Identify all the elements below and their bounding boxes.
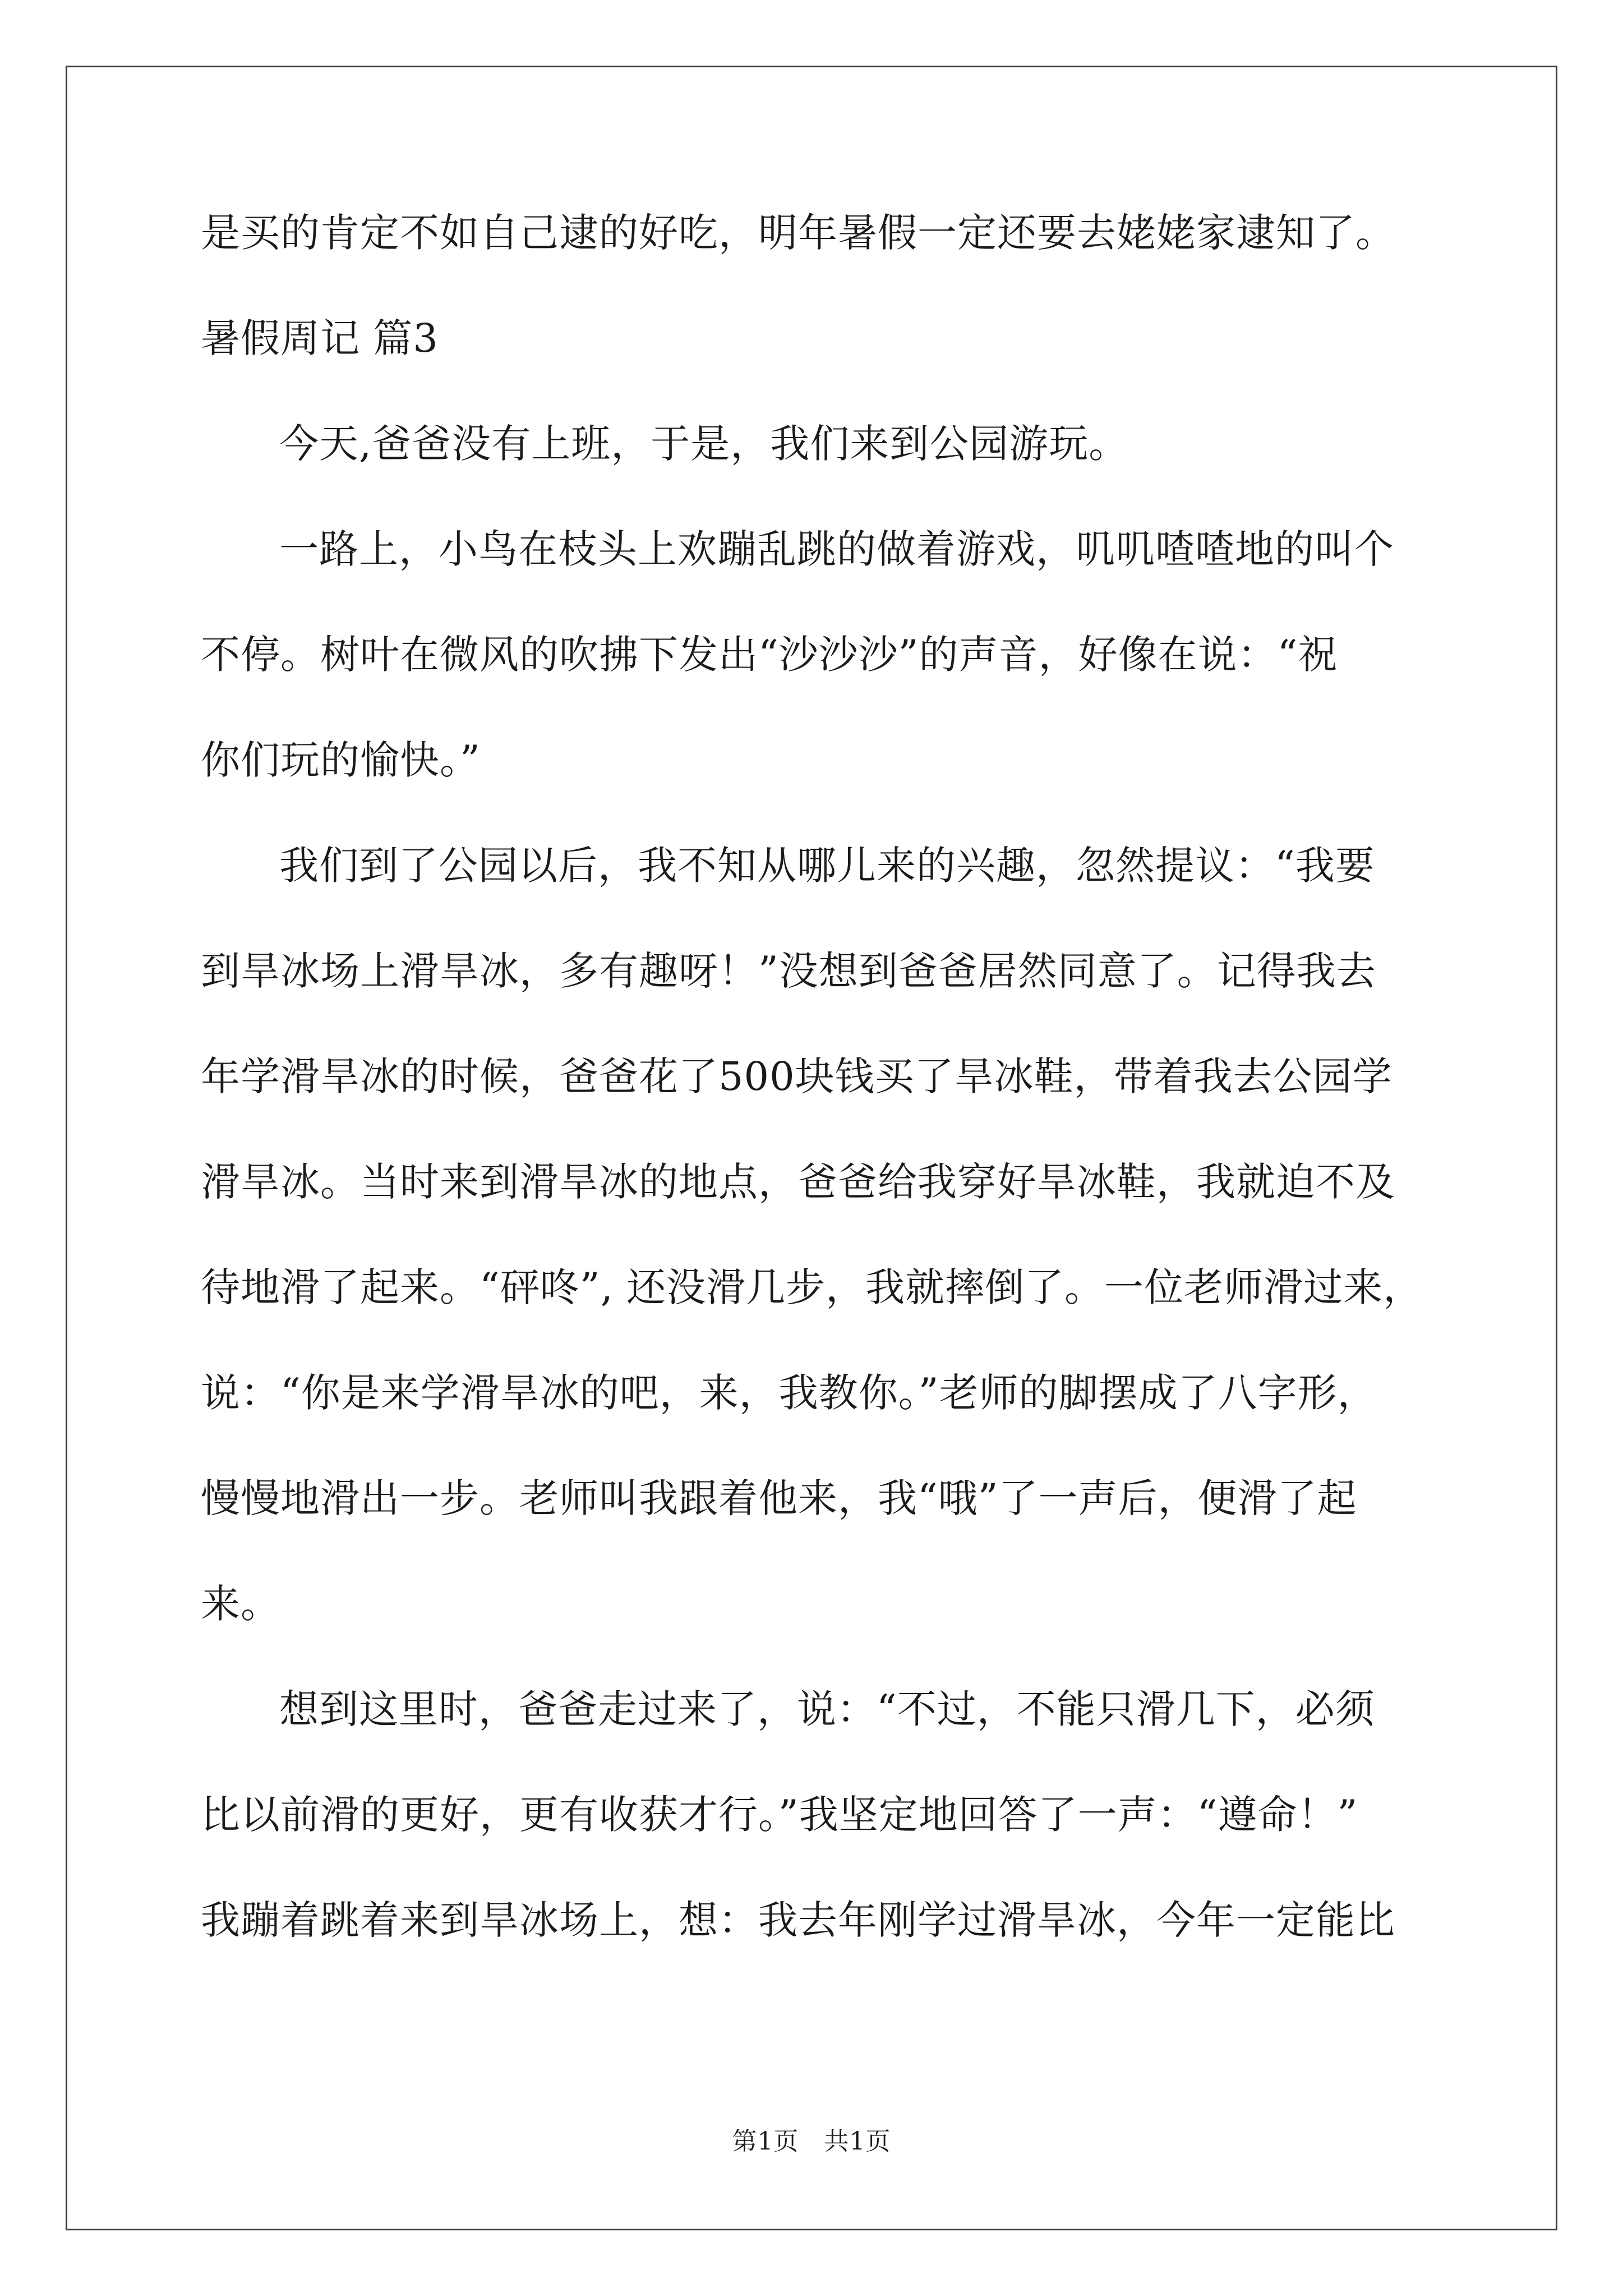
text-line: 我蹦着跳着来到旱冰场上，想：我去年刚学过滑旱冰，今年一定能比 — [201, 1897, 1395, 1943]
text-line: 说：“你是来学滑旱冰的吧，来，我教你。”老师的脚摆成了八字形， — [201, 1370, 1377, 1416]
section-heading: 暑假周记 篇3 — [201, 315, 439, 361]
paragraph-start: 一路上，小鸟在枝头上欢蹦乱跳的做着游戏，叽叽喳喳地的叫个 — [279, 526, 1394, 572]
page-number-footer: 第1页 共1页 — [732, 2127, 891, 2156]
text-line: 慢慢地滑出一步。老师叫我跟着他来，我“哦”了一声后，便滑了起 — [201, 1475, 1357, 1521]
paragraph-start: 今天,爸爸没有上班，于是，我们来到公园游玩。 — [279, 421, 1129, 467]
document-body — [201, 206, 1435, 1947]
text-line: 比以前滑的更好，更有收获才行。”我坚定地回答了一声：“遵命！” — [201, 1792, 1358, 1838]
text-line: 来。 — [201, 1581, 280, 1627]
text-line: 不停。树叶在微风的吹拂下发出“沙沙沙”的声音，好像在说：“祝 — [201, 632, 1338, 678]
text-line: 你们玩的愉快。” — [201, 737, 481, 783]
text-line: 到旱冰场上滑旱冰，多有趣呀！”没想到爸爸居然同意了。记得我去 — [201, 948, 1376, 994]
text-line: 滑旱冰。当时来到滑旱冰的地点，爸爸给我穿好旱冰鞋，我就迫不及 — [201, 1159, 1395, 1205]
paragraph-start: 我们到了公园以后，我不知从哪儿来的兴趣，忽然提议：“我要 — [279, 843, 1375, 889]
paragraph-start: 想到这里时，爸爸走过来了，说：“不过，不能只滑几下，必须 — [279, 1686, 1375, 1732]
text-line: 年学滑旱冰的时候，爸爸花了500块钱买了旱冰鞋，带着我去公园学 — [201, 1053, 1393, 1099]
text-line: 待地滑了起来。“砰咚”, 还没滑几步，我就摔倒了。一位老师滑过来， — [201, 1264, 1423, 1310]
text-line: 是买的肯定不如自己逮的好吃，明年暑假一定还要去姥姥家逮知了。 — [201, 210, 1395, 256]
